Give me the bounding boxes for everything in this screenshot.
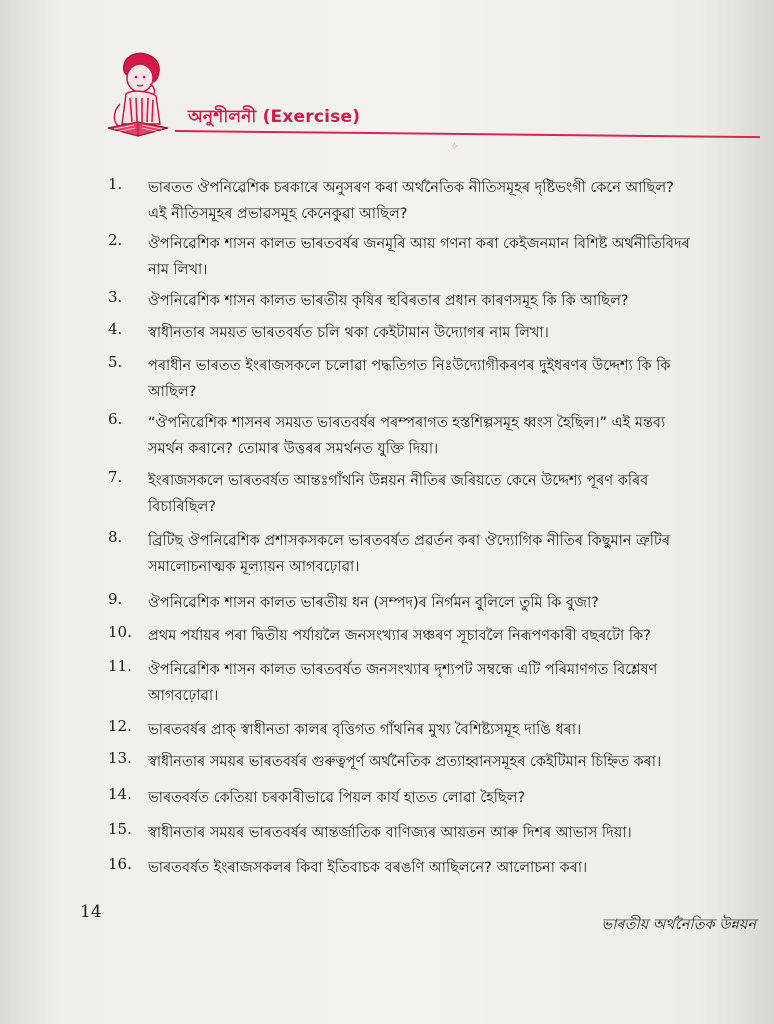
question-text: ব্ৰিটিছ ঔপনিৱেশিক প্ৰশাসকসকলে ভাৰতবৰ্ষত প্ৰৱৰ্তন কৰা ঔদ্যোগিক নীতিৰ কিছুমান ত্ৰুটিৰ সমালোচনাত্মক মূল্যায়ন আগবঢ়োৱা। <box>148 533 670 575</box>
question-text: ঔপনিৱেশিক শাসন কালত ভাৰতীয় কৃষিৰ স্থবিৰতাৰ প্ৰধান কাৰণসমূহ কি কি আছিল? <box>148 293 629 309</box>
question-text: ঔপনিৱেশিক শাসন কালত ভাৰতীয় ধন (সম্পদ)ৰ নিৰ্গমন বুলিলে তুমি কি বুজা? <box>148 595 599 611</box>
question-text: ভাৰতত ঔপনিৱেশিক চৰকাৰে অনুসৰণ কৰা অৰ্থনৈতিক নীতিসমূহৰ দৃষ্টিভংগী কেনে আছিল? এই নীতিসমূহৰ প্ৰভাৱসমূহ কেনেকুৱা আছিল? <box>148 180 674 222</box>
question-number: 6. <box>108 410 123 428</box>
running-footer-title: ভাৰতীয় অৰ্থনৈতিক উন্নয়ন <box>601 917 756 933</box>
question-number: 13. <box>108 749 132 767</box>
question-number: 7. <box>108 468 123 486</box>
question-text: স্বাধীনতাৰ সময়ৰ ভাৰতবৰ্ষৰ আন্তৰ্জাতিক বাণিজ্যৰ আয়তন আৰু দিশৰ আভাস দিয়া। <box>148 825 632 841</box>
question-number: 11. <box>108 657 132 675</box>
question-text: ঔপনিৱেশিক শাসন কালত ভাৰতবৰ্ষৰ জনমূৰি আয় গণনা কৰা কেইজনমান বিশিষ্ট অৰ্থনীতিবিদৰ নাম লিখা। <box>148 236 690 278</box>
question-number: 14. <box>108 785 132 803</box>
question-text: ভাৰতবৰ্ষৰ প্ৰাক্ স্বাধীনতা কালৰ বৃত্তিগত গাঁথনিৰ মুখ্য বৈশিষ্ট্যসমূহ দাঙি ধৰা। <box>148 722 582 738</box>
question-number: 5. <box>108 353 123 371</box>
question-number: 12. <box>108 717 132 735</box>
question-text: “ঔপনিৱেশিক শাসনৰ সময়ত ভাৰতবৰ্ষৰ পৰম্পৰাগত হস্তশিল্পসমূহ ধ্বংস হৈছিল।” এই মন্তব্য সমৰ্থন কৰানে? তোমাৰ উত্তৰৰ সমৰ্থনত যুক্তি দিয়া। <box>148 415 666 457</box>
exercise-heading: অনুশীলনী (Exercise) <box>188 107 361 127</box>
question-number: 16. <box>108 855 132 873</box>
page-number: 14 <box>80 902 102 922</box>
question-text: পৰাধীন ভাৰতত ইংৰাজসকলে চলোৱা পদ্ধতিগত নিঃউদ্যোগীকৰণৰ দুইধৰণৰ উদ্দেশ্য কি কি আছিল? <box>148 358 671 400</box>
question-number: 8. <box>108 528 123 546</box>
question-text: প্ৰথম পৰ্যায়ৰ পৰা দ্বিতীয় পৰ্যায়লৈ জনসংখ্যাৰ সঞ্চৰণ সূচাবলৈ নিৰূপণকাৰী বছৰটো কি? <box>148 628 651 644</box>
question-number: 4. <box>108 320 123 338</box>
question-text: ঔপনিৱেশিক শাসন কালত ভাৰতবৰ্ষত জনসংখ্যাৰ দৃশ্যপট সম্বন্ধে এটি পৰিমাণগত বিশ্লেষণ আগবঢ়োৱা। <box>148 662 658 704</box>
question-number: 9. <box>108 590 123 608</box>
question-number: 2. <box>108 231 123 249</box>
question-text: ভাৰতবৰ্ষত কেতিয়া চৰকাৰীভাৱে পিয়ল কাৰ্য হাতত লোৱা হৈছিল? <box>148 790 526 806</box>
faint-stamp: ✧ <box>450 140 460 153</box>
question-text: ইংৰাজসকলে ভাৰতবৰ্ষত আন্তঃগাঁথনি উন্নয়ন নীতিৰ জৰিয়তে কেনে উদ্দেশ্য পূৰণ কৰিব বিচাৰিছিল? <box>148 473 649 515</box>
question-text: ভাৰতবৰ্ষত ইংৰাজসকলৰ কিবা ইতিবাচক বৰঙণি আছিলনে? আলোচনা কৰা। <box>148 860 588 876</box>
question-number: 3. <box>108 288 123 306</box>
question-number: 10. <box>108 623 132 641</box>
question-text: স্বাধীনতাৰ সময়ৰ ভাৰতবৰ্ষৰ গুৰুত্বপূৰ্ণ অৰ্থনৈতিক প্ৰত্যাহ্বানসমূহৰ কেইটিমান চিহ্নিত কৰা। <box>148 754 662 770</box>
question-number: 15. <box>108 820 132 838</box>
question-text: স্বাধীনতাৰ সময়ত ভাৰতবৰ্ষত চলি থকা কেইটামান উদ্যোগৰ নাম লিখা। <box>148 325 549 341</box>
question-number: 1. <box>108 175 123 193</box>
